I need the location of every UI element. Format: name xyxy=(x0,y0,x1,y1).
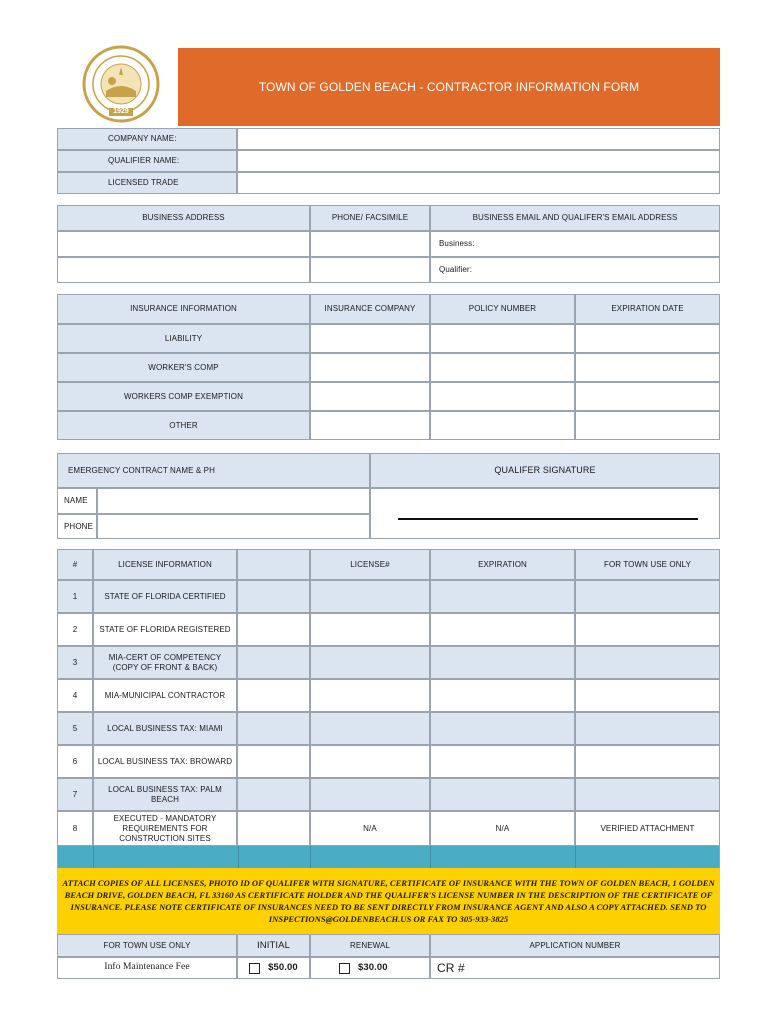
phone-field-2[interactable] xyxy=(310,257,430,283)
license-expiration-field[interactable] xyxy=(430,580,575,613)
verified-attachment: VERIFIED ATTACHMENT xyxy=(575,811,720,846)
license-expiration-na: N/A xyxy=(430,811,575,846)
qualifier-email-field[interactable] xyxy=(430,257,720,283)
insurance-info-header: INSURANCE INFORMATION xyxy=(57,294,310,324)
initial-header: INITIAL xyxy=(237,934,310,957)
phone-fax-header: PHONE/ FACSIMILE xyxy=(310,205,430,231)
license-row-label: EXECUTED - MANDATORY REQUIREMENTS FOR CONSTRUCTION SITES xyxy=(93,811,237,846)
attachment-notice-text: ATTACH COPIES OF ALL LICENSES, PHOTO ID OF QUALIFER WITH SIGNATURE, CERTIFICATE OF INSURANCE WITH THE TOWN OF GOLDEN BEACH, 1 GOLDEN BEACH DRIVE, GOLDEN BEACH, FL 33160 AS CERTIFICATE HOLDER AND THE QUALIFER'S LICENSE NUMBER IN THE DESCRIPTION OF THE CERTIFICATE OF INSURANCE. PLEASE NOTE CERTIFICATE OF INSURANCES NEED TO BE SENT DIRECTLY FROM INSURANCE AGENT AND ALSO A COPY ATTACHED. SEND TO INSPECTIONS@GOLDENBEACH.US OR FAX TO 305-933-3825 xyxy=(62,877,715,925)
qualifier-name-label: QUALIFIER NAME: xyxy=(57,150,237,172)
application-number-header: APPLICATION NUMBER xyxy=(430,934,720,957)
renewal-fee-amount: $30.00 xyxy=(358,962,388,974)
insurance-company-field[interactable] xyxy=(310,324,430,353)
license-number-field[interactable] xyxy=(310,646,430,679)
license-number-header: LICENSE# xyxy=(310,549,430,580)
renewal-header: RENEWAL xyxy=(310,934,430,957)
license-expiration-field[interactable] xyxy=(430,679,575,712)
license-row-number: 3 xyxy=(57,646,93,679)
license-row-number: 1 xyxy=(57,580,93,613)
business-address-header: BUSINESS ADDRESS xyxy=(57,205,310,231)
cr-number-label: CR # xyxy=(437,960,465,975)
expiration-date-field[interactable] xyxy=(575,324,720,353)
license-row-label: STATE OF FLORIDA REGISTERED xyxy=(93,613,237,646)
expiration-date-field[interactable] xyxy=(575,382,720,411)
town-use-field xyxy=(575,646,720,679)
license-row-number: 4 xyxy=(57,679,93,712)
license-row-number: 7 xyxy=(57,778,93,811)
emergency-phone-label: PHONE xyxy=(57,514,97,539)
town-use-field xyxy=(575,778,720,811)
company-name-label: COMPANY NAME: xyxy=(57,128,237,150)
section-divider-bar xyxy=(57,846,720,868)
license-row-number: 8 xyxy=(57,811,93,846)
insurance-row-label: LIABILITY xyxy=(57,324,310,353)
qualifier-name-field[interactable] xyxy=(237,150,720,172)
phone-field-1[interactable] xyxy=(310,231,430,257)
signature-header: QUALIFER SIGNATURE xyxy=(370,453,720,488)
insurance-company-field[interactable] xyxy=(310,353,430,382)
license-row-blank xyxy=(237,712,310,745)
policy-number-header: POLICY NUMBER xyxy=(430,294,575,324)
license-expiration-field[interactable] xyxy=(430,646,575,679)
checkbox-icon[interactable] xyxy=(339,963,350,974)
license-row-number: 2 xyxy=(57,613,93,646)
info-maintenance-fee-label: Info Maintenance Fee xyxy=(57,957,237,979)
license-expiration-field[interactable] xyxy=(430,613,575,646)
license-row-blank xyxy=(237,646,310,679)
company-name-field[interactable] xyxy=(237,128,720,150)
license-row-blank xyxy=(237,811,310,846)
license-number-field[interactable] xyxy=(310,580,430,613)
insurance-company-field[interactable] xyxy=(310,411,430,440)
license-row-label: LOCAL BUSINESS TAX: MIAMI xyxy=(93,712,237,745)
license-row-number: 6 xyxy=(57,745,93,778)
policy-number-field[interactable] xyxy=(430,324,575,353)
license-number-field[interactable] xyxy=(310,712,430,745)
email-header: BUSINESS EMAIL AND QUALIFER'S EMAIL ADDRESS xyxy=(430,205,720,231)
license-blank-header xyxy=(237,549,310,580)
license-row-blank xyxy=(237,679,310,712)
town-use-header: FOR TOWN USE ONLY xyxy=(575,549,720,580)
insurance-row-label: WORKER'S COMP xyxy=(57,353,310,382)
policy-number-field[interactable] xyxy=(430,411,575,440)
fees-town-use-header: FOR TOWN USE ONLY xyxy=(57,934,237,957)
license-row-label: MIA-CERT OF COMPETENCY (COPY OF FRONT & BACK) xyxy=(93,646,237,679)
policy-number-field[interactable] xyxy=(430,382,575,411)
license-number-field[interactable] xyxy=(310,613,430,646)
licensed-trade-field[interactable] xyxy=(237,172,720,194)
insurance-row-label: WORKERS COMP EXEMPTION xyxy=(57,382,310,411)
licensed-trade-label: LICENSED TRADE xyxy=(57,172,237,194)
initial-fee-checkbox[interactable] xyxy=(237,957,310,979)
emergency-contact-header: EMERGENCY CONTRACT NAME & PH xyxy=(57,453,370,488)
license-row-label: LOCAL BUSINESS TAX: BROWARD xyxy=(93,745,237,778)
license-expiration-header: EXPIRATION xyxy=(430,549,575,580)
license-number-field[interactable] xyxy=(310,745,430,778)
emergency-name-field[interactable] xyxy=(97,488,370,514)
application-number-field[interactable] xyxy=(430,957,720,979)
attachment-notice xyxy=(57,868,720,934)
license-row-blank xyxy=(237,580,310,613)
expiration-date-header: EXPIRATION DATE xyxy=(575,294,720,324)
expiration-date-field[interactable] xyxy=(575,353,720,382)
license-number-na: N/A xyxy=(310,811,430,846)
license-number-field[interactable] xyxy=(310,679,430,712)
checkbox-icon[interactable] xyxy=(249,963,260,974)
license-expiration-field[interactable] xyxy=(430,745,575,778)
qualifier-email-label: Qualifier: xyxy=(439,265,473,274)
business-email-field[interactable] xyxy=(430,231,720,257)
insurance-company-field[interactable] xyxy=(310,382,430,411)
license-expiration-field[interactable] xyxy=(430,712,575,745)
license-row-blank xyxy=(237,613,310,646)
license-num-header: # xyxy=(57,549,93,580)
expiration-date-field[interactable] xyxy=(575,411,720,440)
insurance-company-header: INSURANCE COMPANY xyxy=(310,294,430,324)
initial-fee-amount: $50.00 xyxy=(268,962,298,974)
business-email-label: Business: xyxy=(439,239,475,248)
license-number-field[interactable] xyxy=(310,778,430,811)
license-row-blank xyxy=(237,745,310,778)
emergency-phone-field[interactable] xyxy=(97,514,370,539)
renewal-fee-checkbox[interactable] xyxy=(310,957,430,979)
business-address-field-2[interactable] xyxy=(57,257,310,283)
signature-area[interactable] xyxy=(370,488,720,539)
form-title-banner xyxy=(178,48,720,126)
page-title: TOWN OF GOLDEN BEACH - CONTRACTOR INFORMATION FORM xyxy=(258,80,640,94)
town-use-field xyxy=(575,745,720,778)
town-use-field xyxy=(575,580,720,613)
insurance-row-label: OTHER xyxy=(57,411,310,440)
license-row-number: 5 xyxy=(57,712,93,745)
town-use-field xyxy=(575,712,720,745)
town-use-field xyxy=(575,679,720,712)
license-row-label: LOCAL BUSINESS TAX: PALM BEACH xyxy=(93,778,237,811)
license-row-label: MIA-MUNICIPAL CONTRACTOR xyxy=(93,679,237,712)
signature-line xyxy=(398,518,698,520)
policy-number-field[interactable] xyxy=(430,353,575,382)
emergency-name-label: NAME xyxy=(57,488,97,514)
license-row-blank xyxy=(237,778,310,811)
license-row-label: STATE OF FLORIDA CERTIFIED xyxy=(93,580,237,613)
logo-year: 1929 xyxy=(113,108,129,115)
business-address-field-1[interactable] xyxy=(57,231,310,257)
town-use-field xyxy=(575,613,720,646)
license-expiration-field[interactable] xyxy=(430,778,575,811)
license-info-header: LICENSE INFORMATION xyxy=(93,549,237,580)
